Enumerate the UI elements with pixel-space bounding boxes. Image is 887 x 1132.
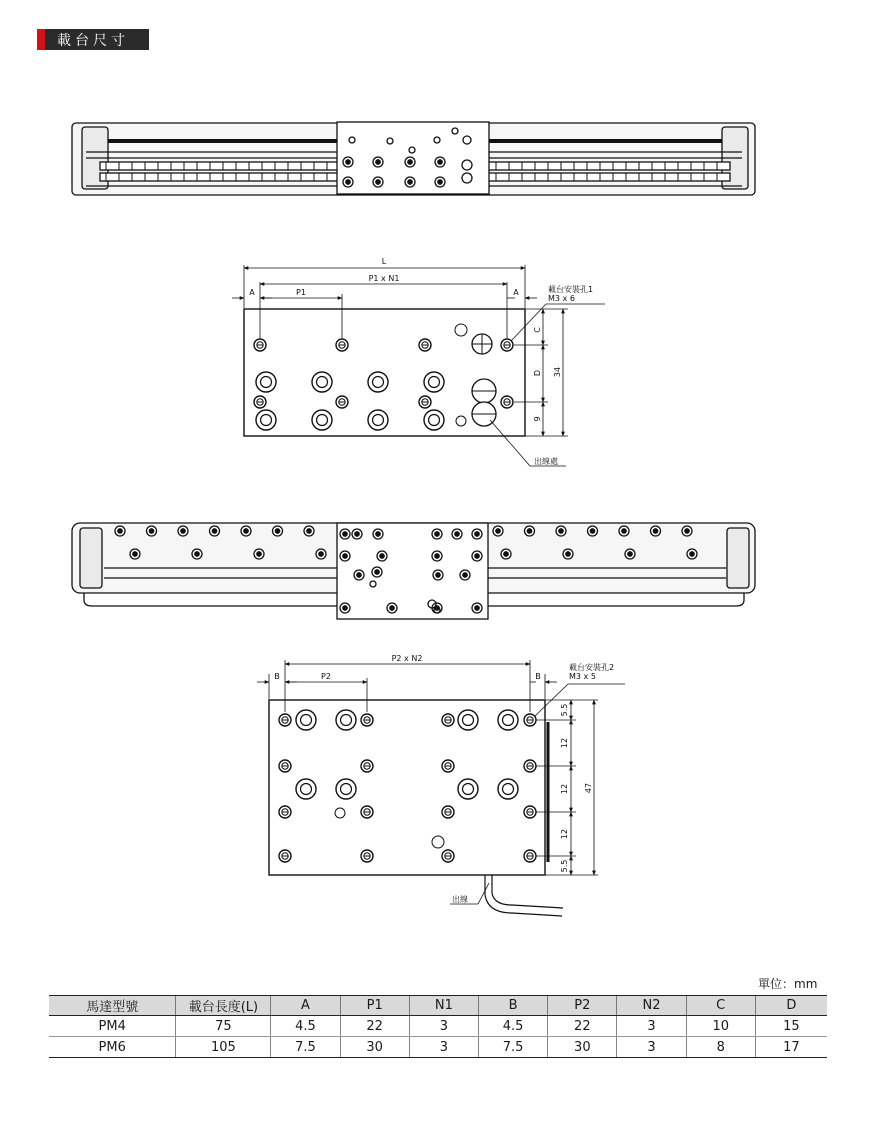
- table-cell: 10: [686, 1016, 755, 1037]
- table-row: [49, 1016, 827, 1037]
- dim-A-left: A: [249, 288, 255, 297]
- table-header-cell: N2: [617, 996, 686, 1016]
- dim-A-right: A: [513, 288, 519, 297]
- dim-12-a: 12: [560, 737, 569, 749]
- table-cell: 3: [617, 1037, 686, 1058]
- underside-view-drawing: [72, 523, 755, 619]
- table-cell: PM6: [49, 1037, 176, 1058]
- table-cell: 30: [548, 1037, 617, 1058]
- table-header-cell: C: [686, 996, 755, 1016]
- carriage-top-view: [232, 257, 605, 466]
- table-cell: 3: [409, 1016, 478, 1037]
- table-cell: 8: [686, 1037, 755, 1058]
- dim-47: 47: [584, 782, 593, 794]
- table-cell: 17: [755, 1037, 827, 1058]
- hole-spec-2: M3 x 5: [569, 672, 596, 681]
- table-cell: 75: [176, 1016, 271, 1037]
- dim-P2: P2: [321, 672, 331, 681]
- dim-P1: P1: [296, 288, 306, 297]
- table-cell: 4.5: [478, 1016, 547, 1037]
- dim-B-left: B: [274, 672, 280, 681]
- table-header-cell: P1: [340, 996, 409, 1016]
- hole-spec-1: M3 x 6: [548, 294, 575, 303]
- spec-table: [49, 995, 827, 1058]
- unit-label: 單位：mm: [758, 977, 818, 991]
- dim-5-5-top: 5.5: [560, 703, 569, 717]
- table-header-row: [49, 996, 827, 1016]
- dim-12-b: 12: [560, 783, 569, 795]
- dim-12-c: 12: [560, 828, 569, 840]
- dim-34: 34: [553, 366, 562, 378]
- dim-5-5-bottom: 5.5: [560, 859, 569, 873]
- dim-9: 9: [533, 416, 542, 422]
- section-title: 載台尺寸: [57, 32, 129, 49]
- dim-P2N2: P2 x N2: [391, 654, 423, 663]
- table-header-cell: P2: [548, 996, 617, 1016]
- table-cell: 3: [409, 1037, 478, 1058]
- table-header-cell: 載台長度(L): [176, 996, 271, 1016]
- hole-label-2: 載台安裝孔2: [569, 663, 615, 672]
- table-cell: 15: [755, 1016, 827, 1037]
- cable-exit-label: 出線處: [534, 457, 558, 466]
- table-cell: PM4: [49, 1016, 176, 1037]
- hole-label-1: 載台安裝孔1: [548, 285, 594, 294]
- table-header-cell: N1: [409, 996, 478, 1016]
- table-cell: 7.5: [478, 1037, 547, 1058]
- table-cell: 22: [548, 1016, 617, 1037]
- dim-D: D: [533, 369, 542, 377]
- table-cell: 7.5: [271, 1037, 340, 1058]
- dim-L: L: [381, 257, 387, 266]
- table-cell: 105: [176, 1037, 271, 1058]
- table-header-cell: D: [755, 996, 827, 1016]
- dim-C: C: [533, 327, 542, 333]
- table-header-cell: A: [271, 996, 340, 1016]
- carriage-bottom-view: [257, 654, 625, 916]
- side-view-drawing: [72, 122, 755, 195]
- dim-B-right: B: [535, 672, 541, 681]
- table-cell: 30: [340, 1037, 409, 1058]
- table-row: [49, 1037, 827, 1058]
- table-cell: 3: [617, 1016, 686, 1037]
- cable-label: 出線: [452, 895, 468, 904]
- table-header-cell: B: [478, 996, 547, 1016]
- table-cell: 4.5: [271, 1016, 340, 1037]
- dim-P1N1: P1 x N1: [368, 274, 400, 283]
- table-header-cell: 馬達型號: [49, 996, 176, 1016]
- table-cell: 22: [340, 1016, 409, 1037]
